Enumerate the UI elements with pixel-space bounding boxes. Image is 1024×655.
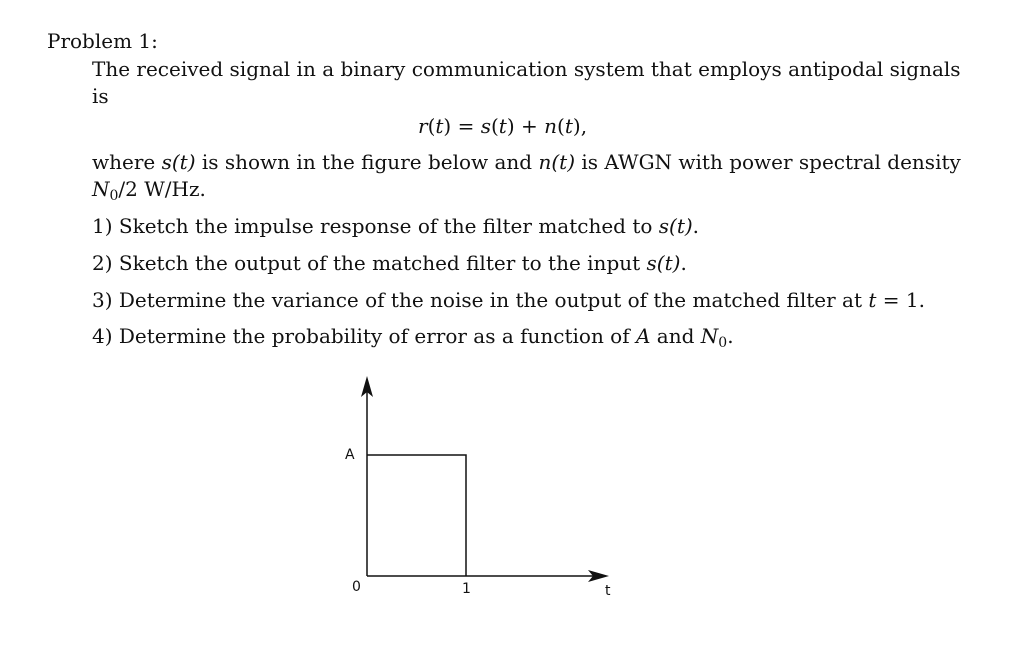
eq-t-2: t (498, 114, 507, 138)
x-tick-label: 1 (462, 581, 471, 597)
item-text: Sketch the output of the matched filter to the input (118, 251, 647, 275)
item-math: s(t) (658, 214, 693, 238)
where-suffix: is AWGN with power spectral density (575, 150, 961, 174)
intro-line-1: The received signal in a binary communication system that employs antipodal signals (92, 57, 961, 81)
intro-line-2: is (92, 84, 109, 108)
pulse-outline (367, 455, 466, 576)
eq-t-3: t (564, 114, 573, 138)
item-N: N (700, 324, 719, 348)
eq-open-2: ( (490, 114, 499, 138)
item-math: t (868, 288, 877, 312)
eq-comma: , (580, 114, 588, 138)
item-math: s(t) (646, 251, 681, 275)
item-text: Sketch the impulse response of the filter matched to (118, 214, 659, 238)
where-n-of-t: n(t) (538, 150, 575, 174)
eq-close-3: ) (572, 114, 581, 138)
item-math-A: A (635, 324, 651, 348)
eq-equals: = (457, 114, 475, 138)
item-end: . (727, 324, 734, 348)
item-number: 1) (92, 214, 113, 238)
where-prefix: where (92, 150, 162, 174)
eq-open-1: ( (427, 114, 436, 138)
item-end: . (692, 214, 700, 238)
x-axis-label: t (605, 583, 611, 599)
eq-close-2: ) (506, 114, 515, 138)
eq-t-1: t (435, 114, 444, 138)
psd-rest: /2 W/Hz. (118, 177, 206, 201)
item-sub-0: 0 (718, 335, 728, 351)
eq-open-3: ( (557, 114, 565, 138)
where-s-of-t: s(t) (161, 150, 196, 174)
item-text: Determine the probability of error as a function of (118, 324, 636, 348)
item-number: 2) (92, 251, 113, 275)
psd-N: N (92, 177, 110, 201)
item-text: Determine the variance of the noise in the output of the matched filter at (118, 288, 869, 312)
item-mid: and (650, 324, 701, 348)
eq-plus: + (521, 114, 538, 138)
eq-r: r (418, 114, 428, 138)
where-middle: is shown in the figure below and (195, 150, 539, 174)
problem-heading: Problem 1: (47, 29, 158, 53)
psd-sub-0: 0 (109, 188, 119, 204)
y-level-label: A (345, 447, 355, 463)
item-number: 4) (92, 324, 113, 348)
eq-s: s (480, 114, 491, 138)
eq-close-1: ) (443, 114, 452, 138)
eq-n: n (544, 114, 558, 138)
origin-label: 0 (352, 579, 361, 595)
item-number: 3) (92, 288, 113, 312)
item-tail: = 1. (876, 288, 925, 312)
item-end: . (680, 251, 687, 275)
